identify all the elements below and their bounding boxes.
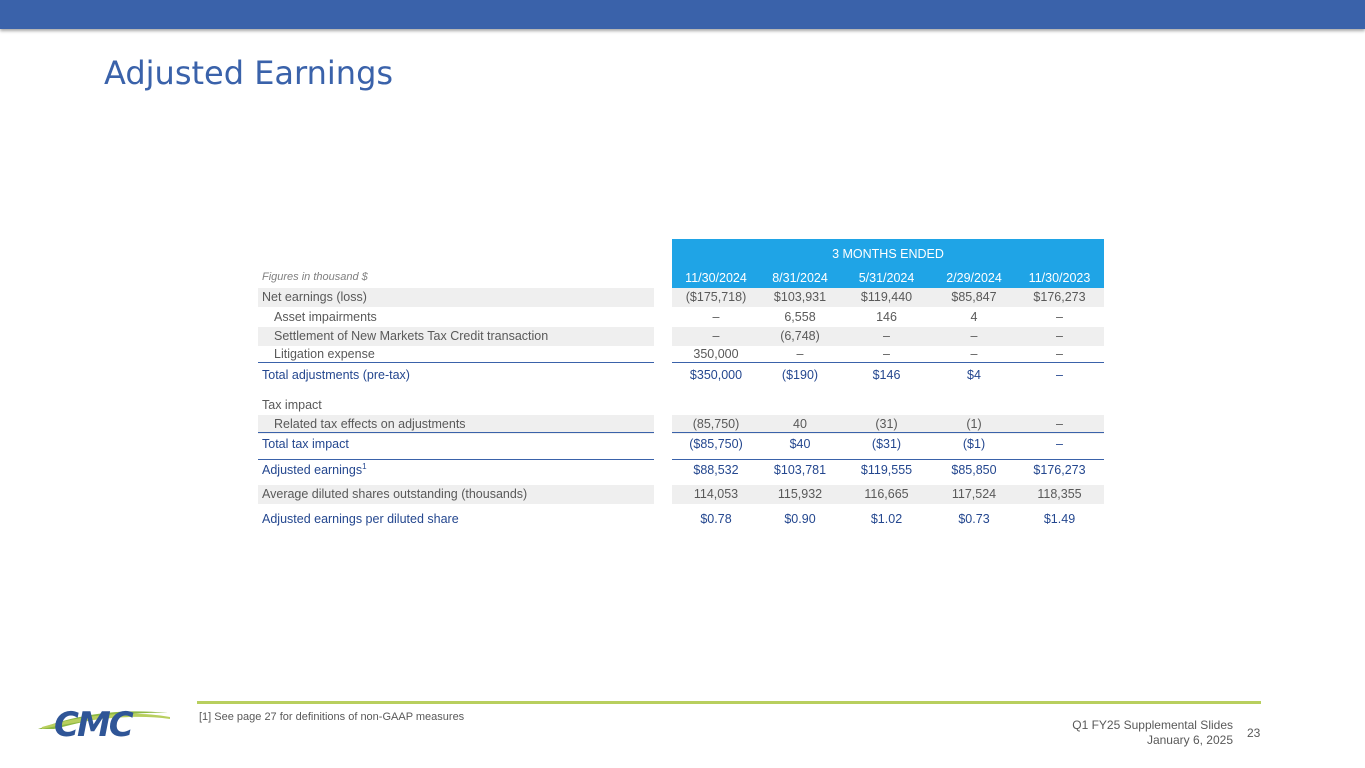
table-row — [258, 327, 1104, 346]
divider — [258, 432, 654, 433]
row-label: Tax impact — [262, 398, 322, 412]
cell-value: 116,665 — [864, 487, 909, 501]
column-header: 11/30/2023 — [1028, 271, 1091, 285]
deck-date: January 6, 2025 — [1146, 733, 1233, 747]
cell-value: $103,931 — [773, 290, 827, 304]
cell-value: $85,850 — [951, 463, 997, 477]
cell-value: 350,000 — [693, 347, 739, 361]
cell-value: – — [796, 347, 804, 361]
cell-value: – — [1056, 347, 1063, 361]
cell-value: $0.90 — [784, 512, 816, 526]
figures-note: Figures in thousand $ — [262, 271, 368, 283]
divider — [258, 459, 654, 460]
cell-value: $350,000 — [689, 368, 743, 382]
logo-text: CMC — [54, 705, 132, 741]
cell-value: 117,524 — [951, 487, 997, 501]
divider — [672, 362, 1104, 363]
row-label: Related tax effects on adjustments — [274, 417, 466, 431]
row-label: Adjusted earnings$^1$ — [262, 461, 367, 477]
cell-value: 4 — [970, 310, 978, 324]
table-row — [258, 288, 1104, 307]
cell-value: $119,555 — [860, 463, 913, 477]
cell-value: 115,932 — [777, 487, 823, 501]
divider — [672, 432, 1104, 433]
table-row — [258, 485, 1104, 504]
divider — [258, 362, 654, 363]
cell-value: $1.02 — [870, 512, 903, 526]
footnote-mark: 1 — [362, 461, 367, 471]
table-row — [258, 366, 1104, 385]
table-row — [258, 396, 1104, 415]
cell-value: ($190) — [781, 368, 819, 382]
cell-value: $40 — [789, 437, 811, 451]
cell-value: (6,748) — [780, 329, 820, 343]
table-group-header: 3 MONTHS ENDED — [832, 247, 944, 261]
column-header: 5/31/2024 — [858, 271, 915, 285]
deck-name: Q1 FY25 Supplemental Slides — [1072, 718, 1233, 732]
page-number: 23 — [1247, 726, 1261, 740]
cell-value: – — [1056, 437, 1063, 451]
table-row — [258, 308, 1104, 327]
cell-value: – — [883, 347, 890, 361]
cell-value: ($1) — [962, 437, 986, 451]
top-banner — [0, 0, 1365, 29]
row-label: Net earnings (loss) — [262, 290, 367, 304]
cell-value: 40 — [793, 417, 807, 431]
cell-value: – — [970, 329, 978, 343]
cell-value: – — [712, 329, 720, 343]
cell-value: $4 — [967, 368, 981, 382]
cell-value: $119,440 — [860, 290, 913, 304]
divider — [672, 459, 1104, 460]
cmc-logo — [36, 699, 172, 741]
cell-value: $1.49 — [1043, 512, 1076, 526]
footnote: [1] See page 27 for definitions of non-GAAP measures — [199, 711, 465, 723]
cell-value: 6,558 — [784, 310, 816, 324]
cell-value: – — [1056, 368, 1063, 382]
cell-value: $176,273 — [1033, 463, 1086, 477]
cell-value: (1) — [966, 417, 982, 431]
cell-value: ($175,718) — [685, 290, 747, 304]
cell-value: 114,053 — [693, 487, 739, 501]
cell-value: $146 — [872, 368, 901, 382]
page-title: Adjusted Earnings — [104, 54, 394, 92]
cell-value: – — [970, 347, 978, 361]
row-label: Total adjustments (pre-tax) — [262, 368, 410, 382]
cell-value: (31) — [875, 417, 898, 431]
row-label: Adjusted earnings per diluted share — [262, 512, 459, 526]
cell-value: $176,273 — [1033, 290, 1086, 304]
cell-value: 118,355 — [1037, 487, 1082, 501]
cell-value: – — [1056, 310, 1063, 324]
table-row — [258, 510, 1104, 529]
cell-value: ($85,750) — [689, 437, 743, 451]
cell-value: – — [1056, 417, 1063, 431]
footer-divider — [197, 701, 1261, 704]
cell-value: (85,750) — [692, 417, 740, 431]
row-label: Settlement of New Markets Tax Credit transaction — [274, 329, 549, 343]
row-label: Asset impairments — [274, 310, 377, 324]
cell-value: ($31) — [871, 437, 902, 451]
cell-value: $0.78 — [700, 512, 732, 526]
column-header: 8/31/2024 — [772, 271, 828, 285]
cell-value: – — [883, 329, 890, 343]
cell-value: $85,847 — [951, 290, 997, 304]
table-row — [258, 461, 1104, 480]
row-label: Litigation expense — [274, 347, 375, 361]
cell-value: $0.73 — [958, 512, 990, 526]
cell-value: – — [1056, 329, 1063, 343]
cell-value: $103,781 — [773, 463, 827, 477]
cell-value: – — [712, 310, 720, 324]
column-header: 11/30/2024 — [685, 271, 747, 285]
table-row — [258, 435, 1104, 454]
cell-value: 146 — [876, 310, 897, 324]
cell-value: $88,532 — [693, 463, 739, 477]
column-header: 2/29/2024 — [946, 271, 1002, 285]
row-label: Average diluted shares outstanding (thousands) — [262, 487, 528, 501]
row-label: Total tax impact — [262, 437, 349, 451]
